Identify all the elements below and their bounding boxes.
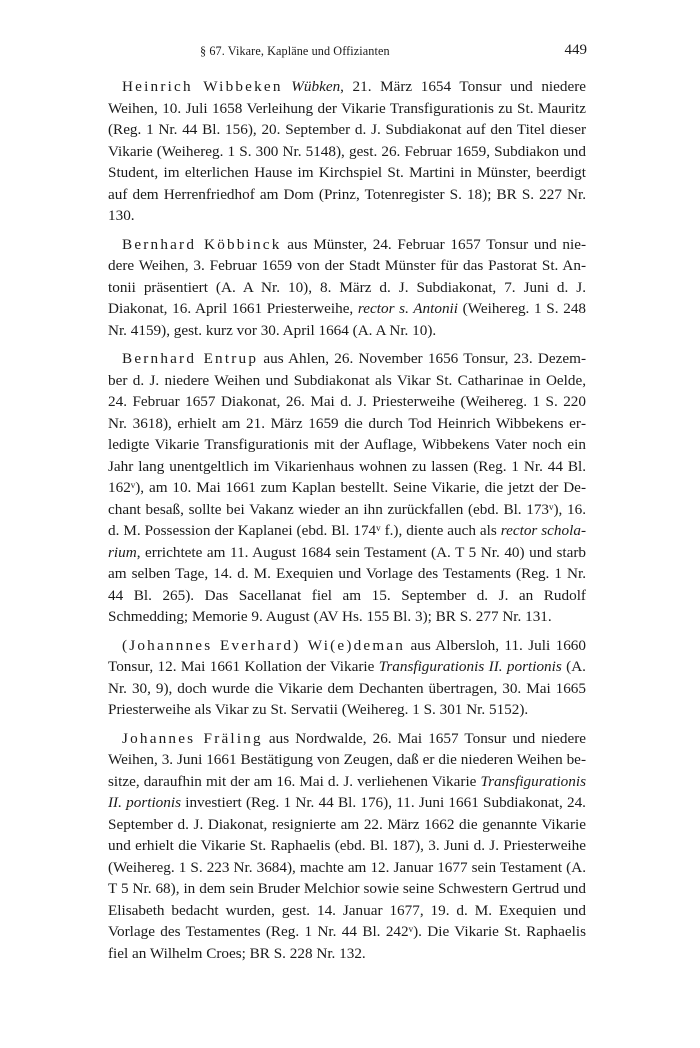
entry-koebbinck <box>108 234 586 342</box>
entry-wibbeken <box>108 76 586 227</box>
entry-name: Johannes Fräling <box>122 729 263 747</box>
entry-wiedeman <box>108 635 586 721</box>
entry-text: aus Albersloh, 11. Juli 1660 Tonsur, 12. Mai 1661 Kollation der Vikarie <box>108 636 586 675</box>
entry-text <box>283 78 292 95</box>
entry-text: investiert (Reg. 1 Nr. 44 Bl. 176), 11. Juni 1661 Subdiakonat, 24. September d. J. Diakonat, resignierte am 22. März 1662 die genannte Vikarie und erhielt die Vikarie St. Raphaelis (ebd. Bl. 187), 3. Juni d. J. Priesterweihe (Weihereg. 1 S. 223 Nr. 3684), machte am 12. Januar 1677 sein Testament (A. T 5 Nr. 68), in dem sein Bruder Melchior sowie seine Schwestern Gertrud und Elisabeth bedacht wurden, gest. 14. Januar 1677, 19. d. M. Exequien und Vorlage des Testamentes (Reg. 1 Nr. 44 Bl. 242ᵛ). Die Vikarie St. Raphaelis fiel an Wilhelm Croes; BR S. 228 Nr. 132. <box>108 794 586 962</box>
entry-text: , 21. März 1654 Tonsur und niedere Weihen, 10. Juli 1658 Verleihung der Vikarie Transfigurationis zu St. Mauritz (Reg. 1 Nr. 44 Bl. 156), 20. September d. J. Subdiakonat auf den Titel dieser Vikarie (Weihereg. 1 S. 300 Nr. 5148), gest. 26. Februar 1659, Subdiakon und Student, im elterlichen Hause im Kirchspiel St. Martini in Münster, beerdigt auf dem Herrenfriedhof am Dom (Prinz, Totenregister S. 18); BR S. 227 Nr. 130. <box>108 78 587 224</box>
entry-name: Bernhard Entrup <box>122 350 259 367</box>
page-header <box>200 42 587 62</box>
page-number: 449 <box>564 42 587 58</box>
entry-name: Bernhard Köbbinck <box>122 235 282 253</box>
italic-text: Transfigurationis II. portionis <box>378 658 562 675</box>
italic-text: Wübken <box>291 78 341 95</box>
entry-text: (Weihereg. 1 S. 248 Nr. 4159), gest. kurz vor 30. April 1664 (A. A Nr. 10). <box>108 300 587 339</box>
entry-name: Heinrich Wibbeken <box>122 78 283 95</box>
italic-text: Transfigurationis II. portionis <box>108 772 586 811</box>
italic-text: rector scholarium <box>108 522 586 561</box>
running-head: § 67. Vikare, Kapläne und Offizianten <box>200 44 390 58</box>
entry-fraeling <box>108 728 586 965</box>
italic-text: rector s. Antonii <box>357 300 458 317</box>
entry-name: (Johannnes Everhard) Wi(e)deman <box>122 636 406 654</box>
entry-text: aus Münster, 24. Februar 1657 Tonsur und niedere Weihen, 3. Februar 1659 von der Stadt Münster für das Pastorat St. Antonii präsentiert (A. A Nr. 10), 8. März d. J. Subdiakonat, 7. Juni d. J. Diakonat, 16. April 1661 Priesterweihe, <box>108 235 586 317</box>
body-text <box>108 76 586 971</box>
entry-text: aus Ahlen, 26. November 1656 Tonsur, 23. Dezember d. J. niedere Weihen und Subdiakonat als Vikar St. Catharinae in Oelde, 24. Februar 1657 Diakonat, 26. Mai d. J. Priesterweihe (Weihereg. 1 S. 220 Nr. 3618), erhielt am 21. März 1659 die durch Tod Heinrich Wibbekens erledigte Vikarie Transfigurationis mit der Auflage, Wibbekens Vater noch ein Jahr lang unentgeltlich im Vikarienhaus wohnen zu lassen (Reg. 1 Nr. 44 Bl. 162ᵛ), am 10. Mai 1661 zum Kaplan bestellt. Seine Vikarie, die jetzt der Dechant besaß, sollte bei Vakanz wieder an ihn zurückfallen (ebd. Bl. 173ᵛ), 16. d. M. Possession der Kaplanei (ebd. Bl. 174ᵛ f.), diente auch als <box>108 350 587 539</box>
entry-entrup <box>108 348 586 628</box>
entry-text: aus Nordwalde, 26. Mai 1657 Tonsur und niedere Weihen, 3. Juni 1661 Bestätigung von Zeugen, daß er die niederen Weihen besitze, daraufhin mit der am 16. Mai d. J. verliehenen Vikarie <box>108 729 586 790</box>
entry-text: (A. Nr. 30, 9), doch wurde die Vikarie dem Dechanten übertragen, 30. Mai 1665 Priesterweihe als Vikar zu St. Servatii (Weihereg. 1 S. 301 Nr. 5152). <box>108 658 586 718</box>
entry-text: , errichtete am 11. August 1684 sein Testament (A. T 5 Nr. 40) und starb am selben Tage, 14. d. M. Exequien und Vorlage des Testaments (Reg. 1 Nr. 44 Bl. 265). Das Sacellanat fiel am 15. September d. J. an Rudolf Schmedding; Memorie 9. August (AV Hs. 155 Bl. 3); BR S. 277 Nr. 131. <box>108 543 586 625</box>
